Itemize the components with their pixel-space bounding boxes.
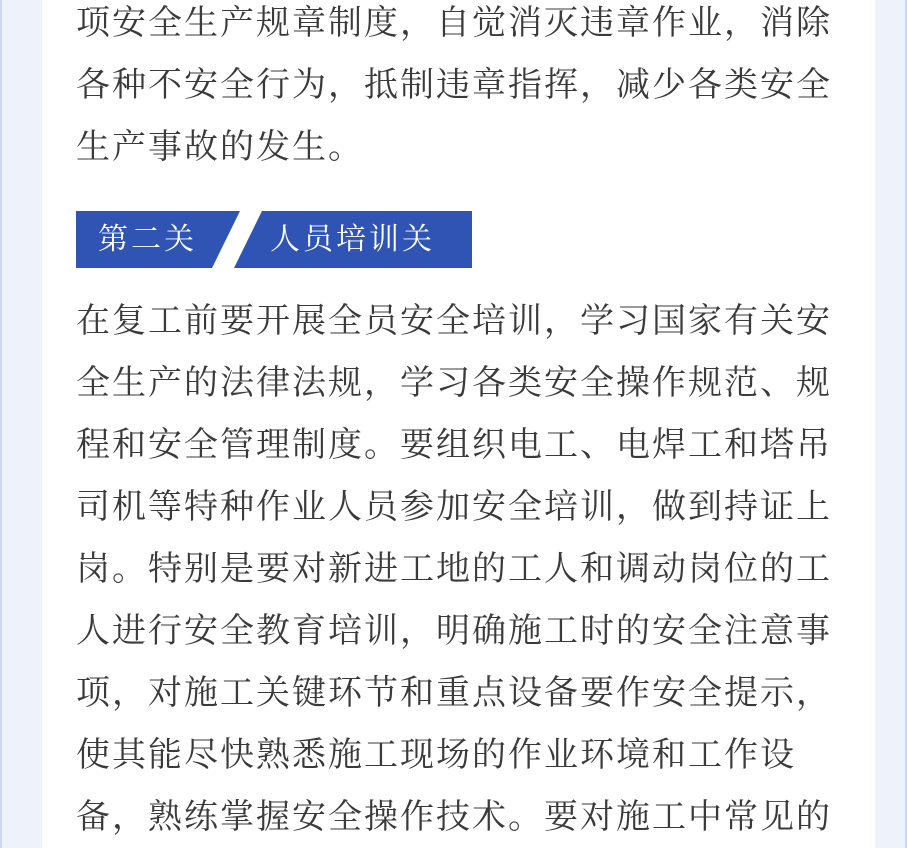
paragraph-line: 全生产的法律法规，学习各类安全操作规范、规 [76, 363, 832, 403]
paragraph-line: 在复工前要开展全员安全培训，学习国家有关安 [76, 301, 832, 341]
paragraph-line: 岗。特别是要对新进工地的工人和调动岗位的工 [76, 549, 832, 589]
paragraph-line: 项，对施工关键环节和重点设备要作安全提示， [76, 673, 832, 713]
section-title: 人员培训关 [270, 222, 435, 257]
section-heading-banner [76, 211, 476, 268]
section-stage-label: 第二关 [98, 222, 197, 257]
article-content [42, 0, 875, 848]
paragraph-line: 各种不安全行为，抵制违章指挥，减少各类安全 [76, 65, 832, 105]
intro-paragraph [76, 0, 856, 178]
paragraph-line: 人进行安全教育培训，明确施工时的安全注意事 [76, 611, 832, 651]
paragraph-line: 司机等特种作业人员参加安全培训，做到持证上 [76, 487, 832, 527]
body-paragraph [76, 290, 856, 848]
paragraph-line: 使其能尽快熟悉施工现场的作业环境和工作设 [76, 735, 796, 775]
paragraph-line: 备，熟练掌握安全操作技术。要对施工中常见的 [76, 797, 832, 837]
paragraph-line: 程和安全管理制度。要组织电工、电焊工和塔吊 [76, 425, 832, 465]
paragraph-line: 项安全生产规章制度，自觉消灭违章作业，消除 [76, 3, 832, 43]
paragraph-line: 生产事故的发生。 [76, 127, 364, 167]
